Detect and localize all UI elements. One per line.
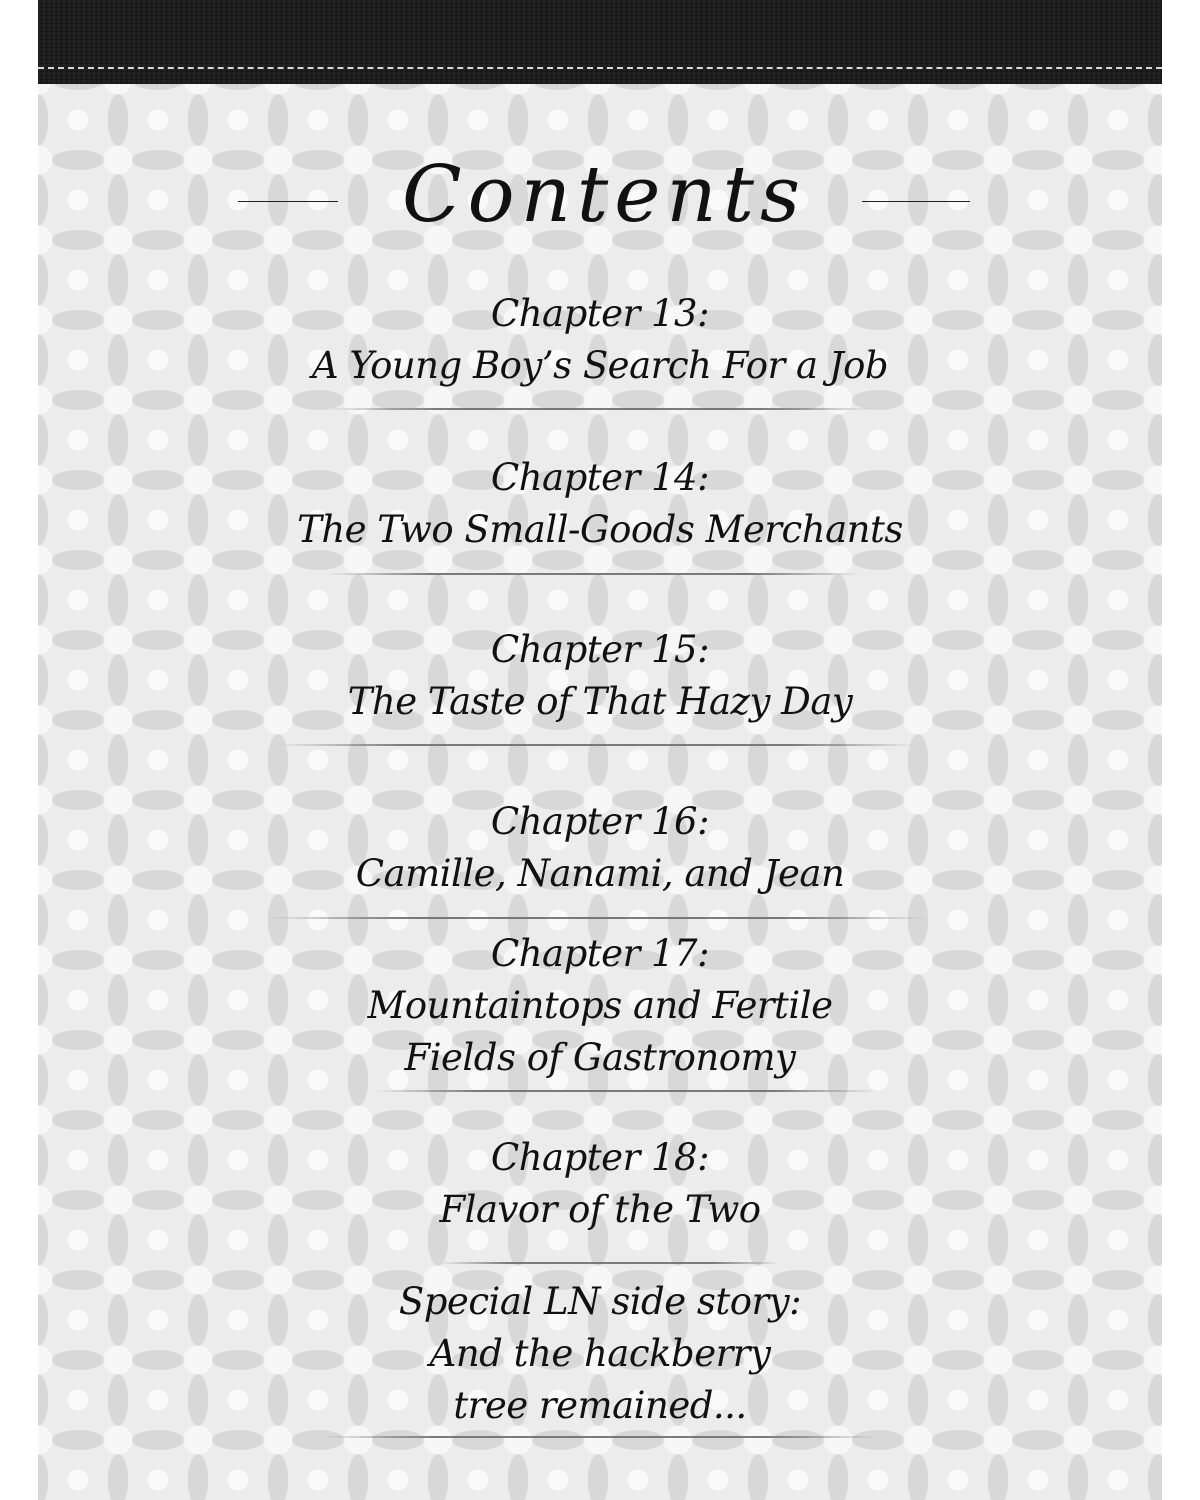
chapter-number: Chapter 18: — [490, 1136, 710, 1179]
chapter-number: Special LN side story: — [398, 1280, 802, 1323]
chapter-title: Camille, Nanami, and Jean — [355, 852, 845, 895]
chapter-title-line-1: And the hackberry — [429, 1332, 771, 1375]
toc-entry-chapter-16[interactable] — [280, 796, 920, 900]
chapter-title-line-1: Mountaintops and Fertile — [367, 984, 833, 1027]
header-band — [38, 0, 1162, 84]
contents-heading — [238, 140, 970, 250]
entry-divider — [276, 744, 918, 746]
toc-entry-special-side-story[interactable] — [280, 1276, 920, 1432]
entry-divider — [440, 1262, 780, 1264]
toc-entry-chapter-15[interactable] — [280, 624, 920, 728]
entry-divider — [326, 573, 862, 575]
chapter-title: A Young Boy’s Search For a Job — [311, 344, 889, 387]
chapter-title: The Taste of That Hazy Day — [347, 680, 853, 723]
toc-entry-chapter-17[interactable] — [280, 928, 920, 1084]
chapter-title-line-2: tree remained... — [453, 1384, 747, 1427]
toc-entry-chapter-18[interactable] — [280, 1132, 920, 1236]
chapter-title: Flavor of the Two — [439, 1188, 761, 1231]
chapter-number: Chapter 13: — [490, 292, 710, 335]
chapter-number: Chapter 16: — [490, 800, 710, 843]
chapter-number: Chapter 15: — [490, 628, 710, 671]
toc-entry-chapter-13[interactable] — [280, 288, 920, 392]
entry-divider — [376, 1090, 876, 1092]
entry-divider — [322, 1436, 878, 1438]
entry-divider — [328, 408, 874, 410]
stitch-line — [38, 67, 1162, 69]
chapter-number: Chapter 14: — [490, 456, 710, 499]
chapter-number: Chapter 17: — [490, 932, 710, 975]
entry-divider — [268, 917, 928, 919]
page-title: Contents — [402, 150, 806, 240]
heading-rule-right — [862, 201, 970, 202]
toc-entry-chapter-14[interactable] — [280, 452, 920, 556]
chapter-title: The Two Small-Goods Merchants — [297, 508, 903, 551]
chapter-title-line-2: Fields of Gastronomy — [404, 1036, 796, 1079]
